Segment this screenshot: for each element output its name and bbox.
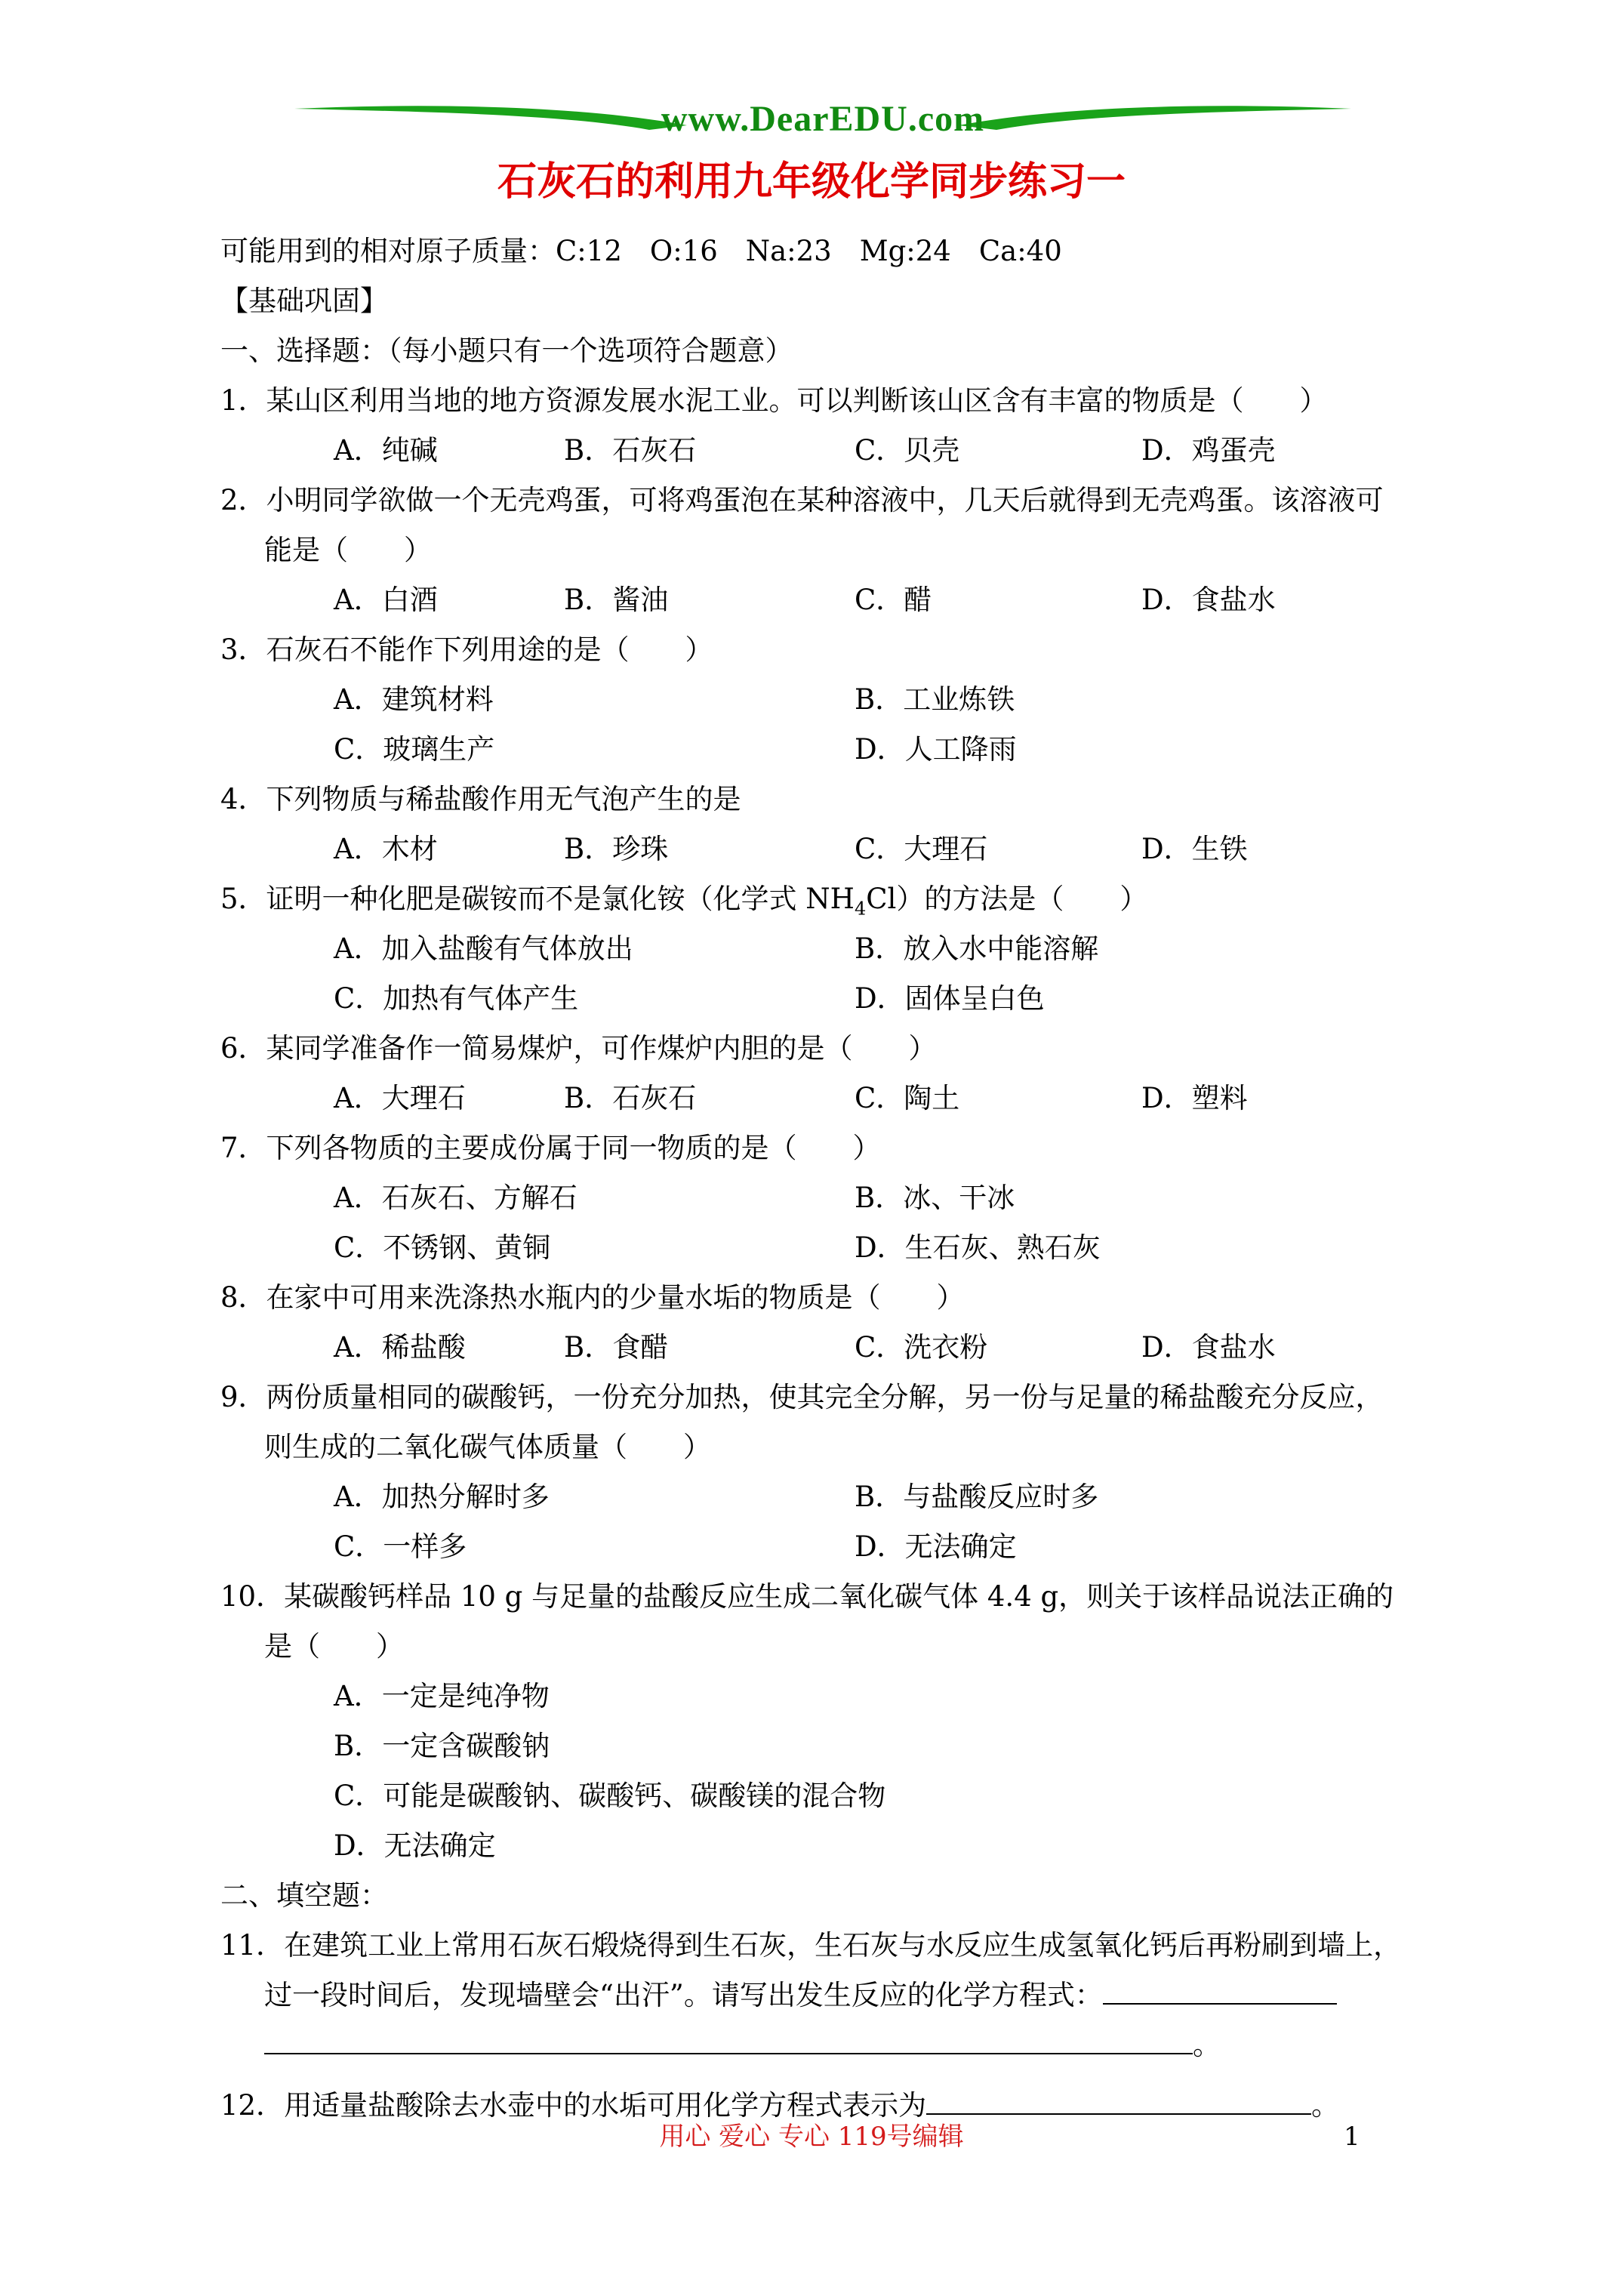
q9-options-row2 [220, 1522, 1428, 1572]
q10-stem-line1: 10．某碳酸钙样品 10 g 与足量的盐酸反应生成二氧化碳气体 4.4 g，则关于该样品说法正确的 [220, 1580, 1394, 1613]
q10-option-d: D．无法确定 [334, 1829, 496, 1862]
q10-option-b: B．一定含碳酸钠 [334, 1730, 550, 1762]
q8-option-b: B．食醋 [564, 1331, 669, 1364]
page-footer [0, 2118, 1623, 2156]
q2-stem-line2: 能是（ ） [264, 534, 432, 566]
site-url: www.DearEDU.com [661, 99, 985, 139]
q4-option-b: B．珍珠 [564, 833, 669, 865]
q8-stem: 8．在家中可用来洗涤热水瓶内的少量水垢的物质是（ ） [220, 1281, 965, 1314]
q4-option-c: C．大理石 [855, 833, 988, 865]
q11-end-mark: 。 [1193, 2029, 1221, 2061]
q9-option-d: D．无法确定 [855, 1530, 1017, 1563]
q10-option-a-row [220, 1672, 1428, 1721]
worksheet-body [220, 227, 1428, 2131]
q4-stem: 4．下列物质与稀盐酸作用无气泡产生的是 [220, 783, 741, 815]
q9-option-a: A．加热分解时多 [334, 1481, 550, 1513]
q3-option-d: D．人工降雨 [855, 733, 1017, 766]
q8-option-c: C．洗衣粉 [855, 1331, 988, 1364]
q10-option-b-row [220, 1721, 1428, 1771]
q1-stem: 1．某山区利用当地的地方资源发展水泥工业。可以判断该山区含有丰富的物质是（ ） [220, 384, 1328, 417]
q10-option-d-row [220, 1821, 1428, 1871]
q3-option-b: B．工业炼铁 [855, 683, 1015, 716]
part1-heading: 一、选择题：（每小题只有一个选项符合题意） [220, 334, 793, 367]
q5-option-c: C．加热有气体产生 [334, 982, 579, 1015]
q9-options-row1 [220, 1472, 1428, 1522]
q9-option-b: B．与盐酸反应时多 [855, 1481, 1099, 1513]
q7-options-row2 [220, 1223, 1428, 1273]
q7-option-c: C．不锈钢、黄铜 [334, 1231, 551, 1264]
q3-options-row2 [220, 725, 1428, 775]
q11-stem-text: 过一段时间后，发现墙壁会“出汗”。请写出发生反应的化学方程式： [264, 1979, 1103, 2011]
site-banner [294, 97, 1351, 142]
q6-stem: 6．某同学准备作一简易煤炉，可作煤炉内胆的是（ ） [220, 1032, 937, 1065]
q8-option-d: D．食盐水 [1141, 1331, 1276, 1364]
q10-option-c-row [220, 1771, 1428, 1821]
q6-option-a: A．大理石 [334, 1082, 466, 1114]
page-number: 1 [1344, 2122, 1360, 2152]
q11-stem-line3 [220, 2020, 1428, 2070]
q2-option-b: B．酱油 [564, 584, 669, 616]
q10-option-c: C．可能是碳酸钠、碳酸钙、碳酸镁的混合物 [334, 1780, 886, 1812]
q7-option-b: B．冰、干冰 [855, 1182, 1015, 1214]
q8-option-a: A．稀盐酸 [334, 1331, 466, 1364]
q2-option-a: A．白酒 [334, 584, 438, 616]
part2-heading: 二、填空题： [220, 1879, 388, 1912]
q11-answer-blank-1[interactable] [1103, 1973, 1337, 2005]
q7-options-row1 [220, 1173, 1428, 1223]
q3-stem: 3．石灰石不能作下列用途的是（ ） [220, 633, 713, 666]
q7-option-d: D．生石灰、熟石灰 [855, 1231, 1101, 1264]
q4-options [220, 824, 1428, 874]
q4-option-a: A．木材 [334, 833, 438, 865]
q1-option-b: B．石灰石 [564, 434, 697, 467]
q8-options [220, 1323, 1428, 1373]
q9-stem-line2: 则生成的二氧化碳气体质量（ ） [264, 1431, 711, 1463]
q5-stem-after: Cl）的方法是（ ） [866, 883, 1148, 915]
q11-stem-line2 [220, 1971, 1428, 2020]
q2-option-d: D．食盐水 [1141, 584, 1276, 616]
q9-stem-line1: 9．两份质量相同的碳酸钙，一份充分加热，使其完全分解，另一份与足量的稀盐酸充分反应， [220, 1381, 1384, 1413]
q4-option-d: D．生铁 [1141, 833, 1248, 865]
atomic-masses: 可能用到的相对原子质量：C:12 O:16 Na:23 Mg:24 Ca:40 [220, 235, 1062, 267]
q5-option-b: B．放入水中能溶解 [855, 932, 1099, 965]
q5-stem-before: 5．证明一种化肥是碳铵而不是氯化铵（化学式 NH [220, 883, 855, 915]
q3-option-a: A．建筑材料 [334, 683, 494, 716]
q3-option-c: C．玻璃生产 [334, 733, 495, 766]
page-title: 石灰石的利用九年级化学同步练习一 [497, 159, 1126, 205]
q3-options-row1 [220, 675, 1428, 725]
q6-option-b: B．石灰石 [564, 1082, 697, 1114]
q9-option-c: C．一样多 [334, 1530, 467, 1563]
q6-option-c: C．陶土 [855, 1082, 960, 1114]
q5-stem-subscript: 4 [854, 898, 867, 920]
q10-stem-line2: 是（ ） [264, 1630, 404, 1663]
q1-options [220, 426, 1428, 476]
q12-stem-text: 12．用适量盐酸除去水壶中的水垢可用化学方程式表示为 [220, 2089, 927, 2122]
q7-stem: 7．下列各物质的主要成份属于同一物质的是（ ） [220, 1132, 881, 1164]
q5-options-row2 [220, 974, 1428, 1024]
q1-option-c: C．贝壳 [855, 434, 960, 467]
q2-stem-line1: 2．小明同学欲做一个无壳鸡蛋，可将鸡蛋泡在某种溶液中，几天后就得到无壳鸡蛋。该溶液可 [220, 484, 1384, 516]
q6-option-d: D．塑料 [1141, 1082, 1248, 1114]
q1-option-d: D．鸡蛋壳 [1141, 434, 1276, 467]
footer-text: 用心 爱心 专心 119号编辑 [659, 2122, 964, 2152]
q11-stem-line1: 11．在建筑工业上常用石灰石煅烧得到生石灰，生石灰与水反应生成氢氧化钙后再粉刷到墙上， [220, 1929, 1402, 1962]
q2-options [220, 575, 1428, 625]
section-basic: 【基础巩固】 [220, 285, 388, 317]
q10-option-a: A．一定是纯净物 [334, 1680, 550, 1712]
q1-option-a: A．纯碱 [334, 434, 438, 467]
q7-option-a: A．石灰石、方解石 [334, 1182, 577, 1214]
q2-option-c: C．醋 [855, 584, 932, 616]
q5-options-row1 [220, 924, 1428, 974]
q5-option-d: D．固体呈白色 [855, 982, 1045, 1015]
q5-option-a: A．加入盐酸有气体放出 [334, 932, 633, 965]
q11-answer-blank-2[interactable] [264, 2023, 1193, 2054]
q12-end-mark: 。 [1311, 2089, 1340, 2122]
q12-answer-blank[interactable] [926, 2083, 1311, 2115]
q6-options [220, 1074, 1428, 1123]
q5-stem [220, 874, 1428, 924]
